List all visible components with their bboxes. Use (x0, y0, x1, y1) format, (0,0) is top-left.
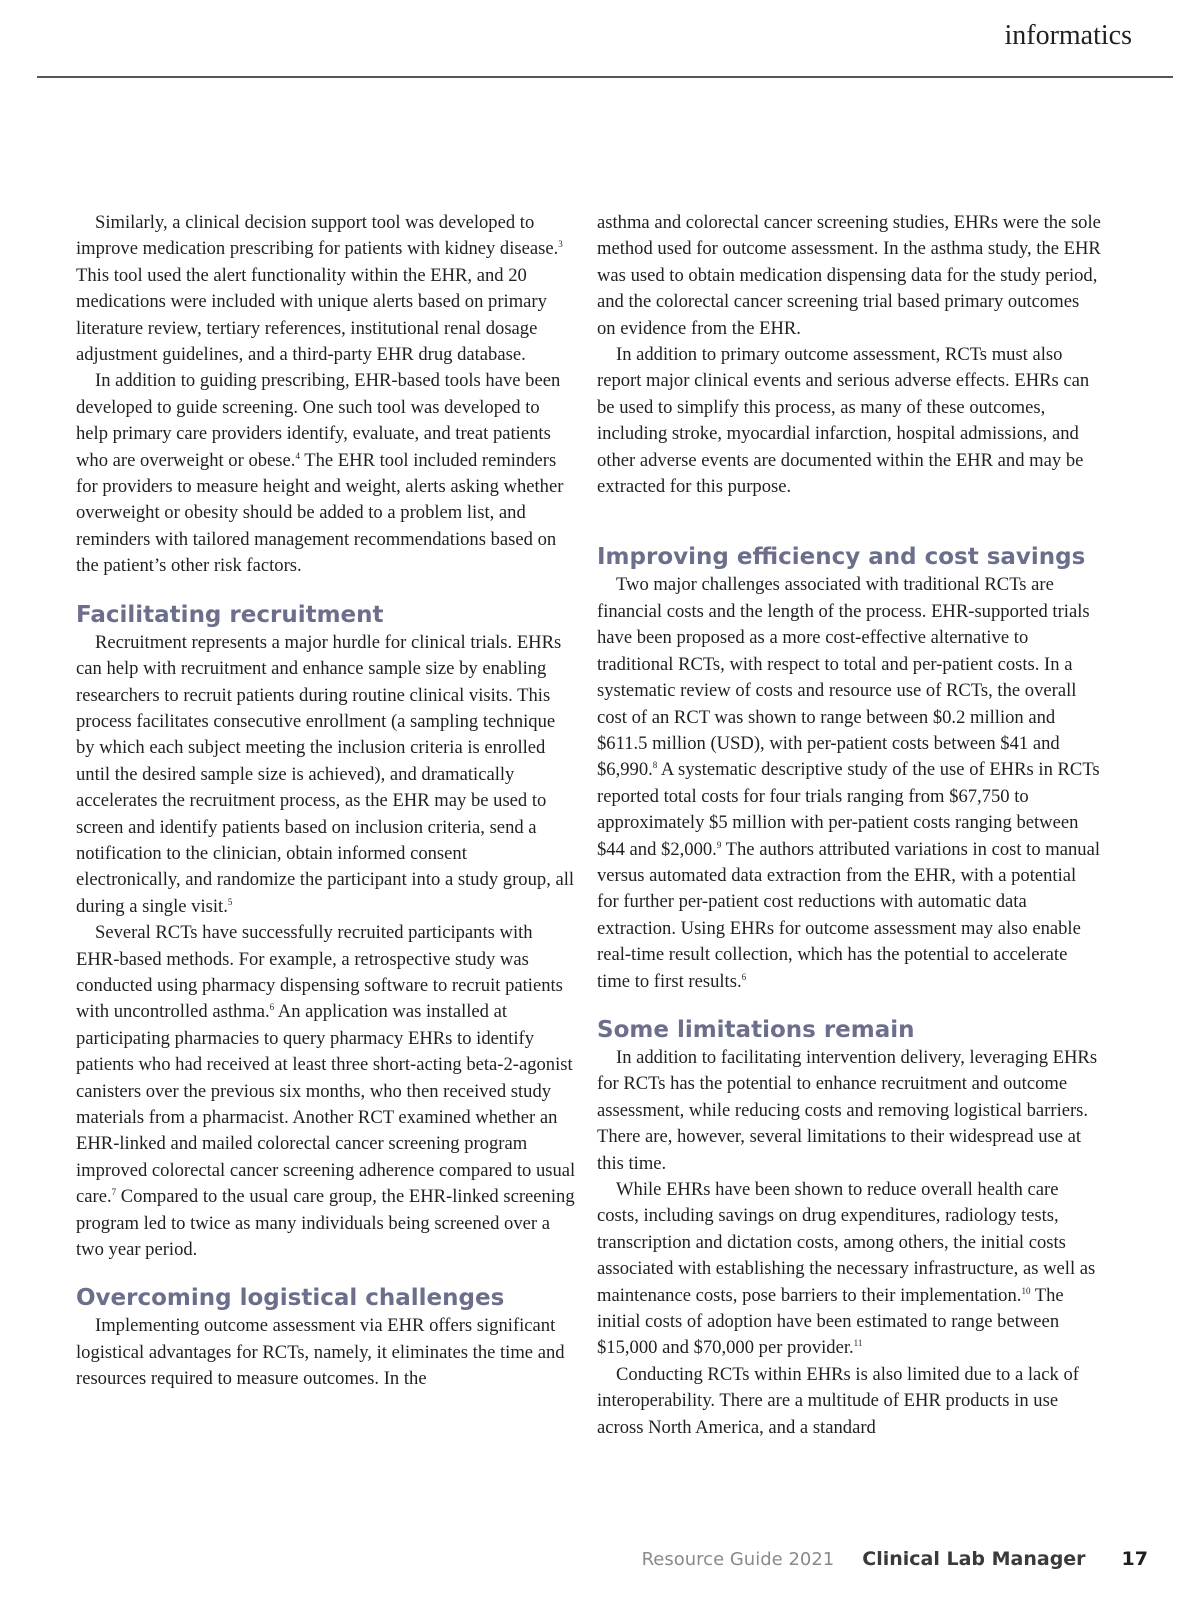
paragraph: In addition to guiding prescribing, EHR-based tools have been developed to guide screening. One such tool was developed to help primary care providers identify, evaluate, and treat patients who are overweight or obese.$^4$ The EHR tool included reminders for providers to measure height and weight, alerts asking whether overweight or obesity should be added to a problem list, and reminders with tailored management recommendations based on the patient’s other risk factors. (76, 370, 564, 577)
citation: 5 (227, 896, 233, 907)
page-number: 17 (1121, 1548, 1148, 1570)
paragraph: Similarly, a clinical decision support tool was developed to improve medication prescribing for patients with kidney disease.$^3$ This tool used the alert functionality within the EHR, and 20 medications were included with unique alerts based on primary literature review, tertiary references, institutional renal dosage adjustment guidelines, and a third-party EHR drug database. (76, 212, 563, 366)
paragraph: In addition to primary outcome assessment, RCTs must also report major clinical events and serious adverse effects. EHRs can be used to simplify this process, as many of these outcomes, including stroke, myocardial infarction, hospital admissions, and other adverse events are documented within the EHR and may be extracted for this purpose. (597, 344, 1090, 498)
paragraph: Two major challenges associated with traditional RCTs are financial costs and the length of the process. EHR-supported trials have been proposed as a more cost-effective alternative to traditional RCTs, with respect to total and per-patient costs. In a systematic review of costs and resource use of RCTs, the overall cost of an RCT was shown to range between $0.2 million and $611.5 million (USD), with per-patient costs between $41 and $6,990.$^8$ A systematic descriptive study of the use of EHRs in RCTs reported total costs for four trials ranging from $67,750 to approximately $5 million with per-patient costs ranging between $44 and $2,000.$^9$ The authors attributed variations in cost to manual versus automated data extraction from the EHR, with a potential for further per-patient cost reductions with automatic data extraction. Using EHRs for outcome assessment may also enable real-time result collection, which has the potential to accelerate time to first results.$^6$ (597, 574, 1101, 992)
section-tag: informatics (1004, 20, 1132, 51)
paragraph: Recruitment represents a major hurdle for clinical trials. EHRs can help with recruitment and enhance sample size by enabling researchers to recruit patients during routine clinical visits. This process facilitates consecutive enrollment (a sampling technique by which each subject meeting the inclusion criteria is enrolled until the desired sample size is achieved), and dramatically accelerates the recruitment process, as the EHR may be used to screen and identify patients based on inclusion criteria, send a notification to the clinician, obtain informed consent electronically, and randomize the participant into a study group, all during a single visit.$^5$ (76, 631, 575, 917)
paragraph: While EHRs have been shown to reduce overall health care costs, including savings on drug expenditures, radiology tests, transcription and dictation costs, among others, the initial costs associated with establishing the necessary infrastructure, as well as maintenance costs, pose barriers to their implementation.$^{10}$ The initial costs of adoption have been estimated to range between $15,000 and $70,000 per provider.$^{11}$ (597, 1179, 1096, 1359)
citation: 10 (1021, 1285, 1031, 1296)
heading-facilitating-recruitment: Facilitating recruitment (76, 601, 384, 628)
right-column (597, 210, 1102, 1441)
citation: 4 (295, 450, 300, 461)
paragraph: Implementing outcome assessment via EHR offers significant logistical advantages for RCTs, namely, it eliminates the time and resources required to measure outcomes. In the (76, 1315, 565, 1390)
header-rule (37, 76, 1173, 78)
paragraph: asthma and colorectal cancer screening studies, EHRs were the sole method used for outcome assessment. In the asthma study, the EHR was used to obtain medication dispensing data for the study period, and the colorectal cancer screening trial based primary outcomes on evidence from the EHR. (597, 212, 1101, 339)
page-footer (642, 1548, 1148, 1570)
footer-guide-title: Resource Guide 2021 (641, 1549, 835, 1570)
footer-magazine-name: Clinical Lab Manager (862, 1548, 1086, 1570)
paragraph: Several RCTs have successfully recruited participants with EHR-based methods. For example, a retrospective study was conducted using pharmacy dispensing software to recruit patients with uncontrolled asthma.$^6$ An application was installed at participating pharmacies to query pharmacy EHRs to identify patients who had received at least three short-acting beta-2-agonist canisters over the previous six months, who then received study materials from a pharmacist. Another RCT examined whether an EHR-linked and mailed colorectal cancer screening program improved colorectal cancer screening adherence compared to usual care.$^7$ Compared to the usual care group, the EHR-linked screening program led to twice as many individuals being screened over a two year period. (76, 922, 576, 1261)
heading-improving-efficiency: Improving efficiency and cost savings (597, 544, 1086, 571)
citation: 6 (269, 1002, 275, 1013)
heading-overcoming-logistical-challenges: Overcoming logistical challenges (76, 1285, 505, 1312)
citation: 8 (652, 760, 658, 771)
citation: 6 (741, 971, 747, 982)
paragraph: Conducting RCTs within EHRs is also limited due to a lack of interoperability. There are a multitude of EHR products in use across North America, and a standard (597, 1363, 1079, 1438)
paragraph: In addition to facilitating intervention delivery, leveraging EHRs for RCTs has the potential to enhance recruitment and outcome assessment, while reducing costs and removing logistical barriers. There are, however, several limitations to their widespread use at this time. (597, 1046, 1098, 1174)
citation: 9 (716, 839, 722, 850)
heading-some-limitations-remain: Some limitations remain (597, 1016, 915, 1043)
citation: 3 (558, 239, 563, 250)
citation: 11 (853, 1338, 863, 1349)
left-column (76, 210, 576, 1393)
citation: 7 (111, 1187, 117, 1198)
